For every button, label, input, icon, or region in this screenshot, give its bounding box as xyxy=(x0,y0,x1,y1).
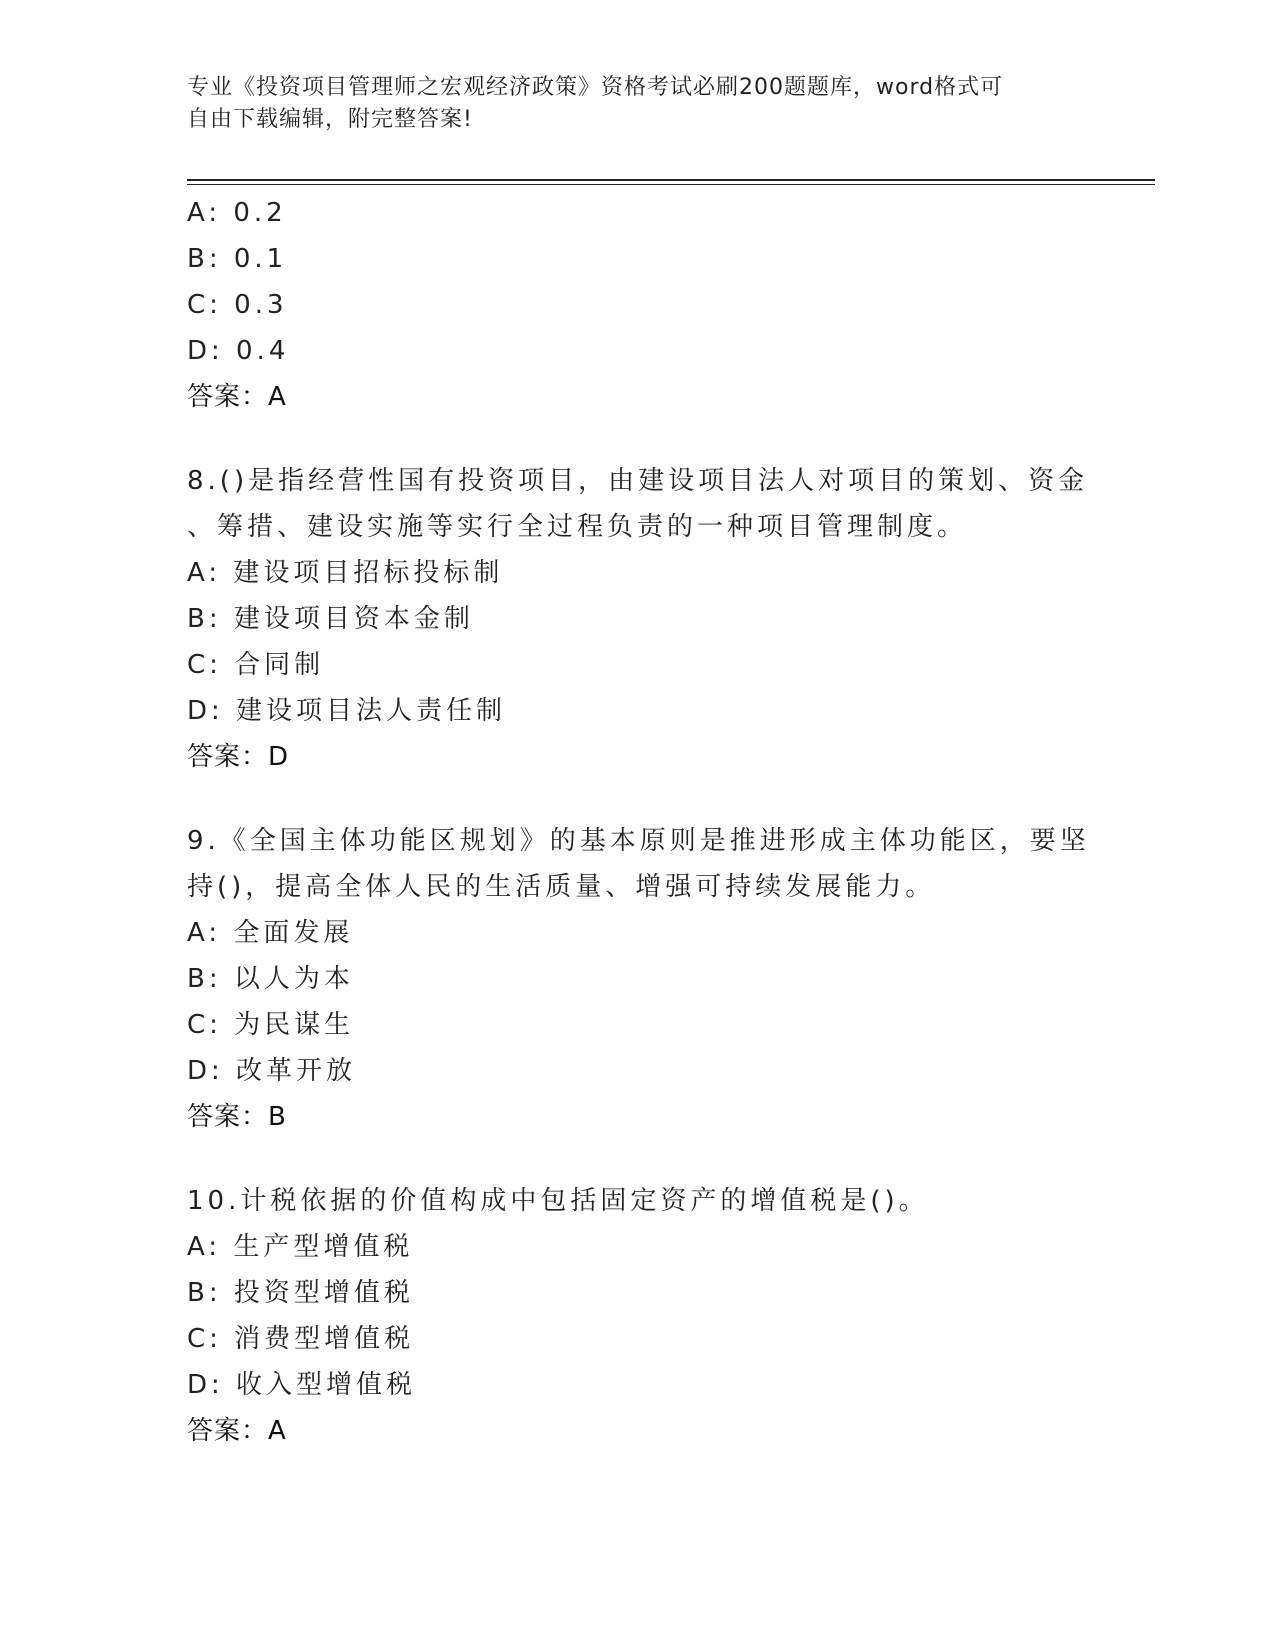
option-a: A: 全面发展 xyxy=(187,918,354,948)
answer-line: 答案：B xyxy=(187,1102,287,1132)
question-stem-line-1: 8.()是指经营性国有投资项目，由建设项目法人对项目的策划、资金 xyxy=(187,466,1089,496)
option-b: B: 投资型增值税 xyxy=(187,1278,414,1308)
header-divider-thick xyxy=(187,179,1155,181)
option-c: C: 0.3 xyxy=(187,290,288,320)
question-8 xyxy=(187,458,1087,780)
answer-line: 答案：D xyxy=(187,742,290,772)
question-stem xyxy=(187,818,1090,910)
question-list xyxy=(187,190,1090,1454)
question-stem-line-2: 持()，提高全体人民的生活质量、增强可持续发展能力。 xyxy=(187,872,936,902)
question-7-continued xyxy=(187,190,1087,420)
option-d: D: 0.4 xyxy=(187,336,290,366)
option-d: D: 改革开放 xyxy=(187,1056,357,1086)
document-header xyxy=(187,72,1087,136)
question-stem xyxy=(187,458,1087,550)
option-b: B: 建设项目资本金制 xyxy=(187,604,474,634)
option-a: A: 0.2 xyxy=(187,198,287,228)
option-d: D: 建设项目法人责任制 xyxy=(187,696,507,726)
option-c: C: 为民谋生 xyxy=(187,1010,355,1040)
question-10 xyxy=(187,1178,1087,1454)
question-stem xyxy=(187,1178,1087,1224)
header-title-line-2: 自由下载编辑，附完整答案! xyxy=(187,107,473,132)
spacer xyxy=(187,780,1087,818)
option-b: B: 0.1 xyxy=(187,244,288,274)
option-a: A: 建设项目招标投标制 xyxy=(187,558,504,588)
answer-line: 答案：A xyxy=(187,1416,287,1446)
question-stem-line-1: 9.《全国主体功能区规划》的基本原则是推进形成主体功能区，要坚 xyxy=(187,826,1090,856)
option-a: A: 生产型增值税 xyxy=(187,1232,414,1262)
option-c: C: 消费型增值税 xyxy=(187,1324,415,1354)
spacer xyxy=(187,420,1087,458)
header-divider-thin xyxy=(187,184,1155,185)
option-c: C: 合同制 xyxy=(187,650,325,680)
question-stem-line-2: 、筹措、建设实施等实行全过程负责的一种项目管理制度。 xyxy=(187,512,968,542)
header-title-line-1: 专业《投资项目管理师之宏观经济政策》资格考试必刷200题题库，word格式可 xyxy=(187,75,1004,100)
option-b: B: 以人为本 xyxy=(187,964,354,994)
option-d: D: 收入型增值税 xyxy=(187,1370,417,1400)
question-9 xyxy=(187,818,1090,1140)
spacer xyxy=(187,1140,1087,1178)
answer-line: 答案：A xyxy=(187,382,287,412)
question-stem-line-1: 10.计税依据的价值构成中包括固定资产的增值税是()。 xyxy=(187,1186,929,1216)
